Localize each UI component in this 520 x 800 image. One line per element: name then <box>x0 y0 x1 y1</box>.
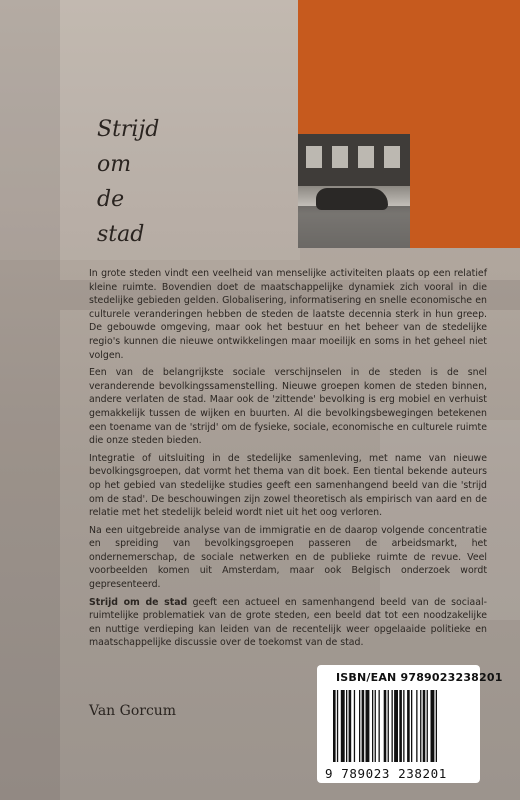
paragraph: Een van de belangrijkste sociale verschijnselen in de steden is de snel veranderende bevolkingssamenstelling. Nieuwe groepen komen de steden binnen, andere verlaten de stad. Maar ook de 'zittende' bevolking is erg mobiel en verhuist gemakkelijk tussen de wijken en buurten. Al die bevolkingsbewegingen betekenen een toename van de 'strijd' om de fysieke, sociale, economische en culturele ruimte die onze steden bieden. <box>89 367 487 447</box>
street-photo <box>298 134 410 248</box>
title-line: stad <box>97 222 145 247</box>
closing-text: geeft een actueel en samenhangend beeld van de sociaal-ruimtelijke problematiek van de grote steden, een beeld dat tot een noodzakelijke en nuttige verdieping kan leiden van de recentelijk weer opgelaaide politieke en maatschappelijke discussie over de toekomst van de stad. <box>89 596 487 649</box>
paragraph: Integratie of uitsluiting in de stedelijke samenleving, met name van nieuwe bevolkingsgroepen, dat vormt het thema van dit boek. Een tiental bekende auteurs op het gebied van stedelijke studies geeft een samenhangend beeld van die 'strijd om de stad'. De beschouwingen zijn zowel theoretisch als empirisch van aard en de relatie met het stedelijk beleid wordt niet uit het oog verloren. <box>89 452 487 519</box>
title-line: de <box>97 187 125 212</box>
title-line: Strijd <box>97 117 160 142</box>
closing-paragraph <box>89 596 487 650</box>
publisher-logo: Van Gorcum <box>89 703 177 719</box>
closing-title: Strijd om de stad <box>89 596 188 608</box>
paragraph: Na een uitgebreide analyse van de immigratie en de daarop volgende concentratie en spreiding van bevolkingsgroepen passeren de arbeidsmarkt, het ondernemerschap, de sociale netwerken en de publieke ruimte de revue. Veel voorbeelden komen uit Amsterdam, maar ook Belgisch onderzoek wordt gepresenteerd. <box>89 524 487 591</box>
background-tree <box>0 0 60 800</box>
barcode-icon <box>333 690 469 762</box>
book-title <box>97 112 159 252</box>
barcode-digits: 9 789023 238201 <box>325 766 447 781</box>
paragraph: In grote steden vindt een veelheid van menselijke activiteiten plaats op een relatief kleine ruimte. Bovendien doet de maatschappelijke dynamiek zich vooral in die stedelijke gebieden gelden. Globalisering, informatisering en snelle economische en culturele veranderingen hebben de steden de laatste decennia sterk in hun greep. De gebouwde omgeving, maar ook het bestuur en het beheer van de stedelijke regio's kunnen die nieuwe ontwikkelingen maar moeilijk en soms in het geheel niet volgen. <box>89 268 487 361</box>
isbn-text: ISBN/EAN 9789023238201 <box>336 671 503 684</box>
title-line: om <box>97 152 132 177</box>
photo-car <box>316 188 388 210</box>
blurb-text <box>89 267 487 654</box>
